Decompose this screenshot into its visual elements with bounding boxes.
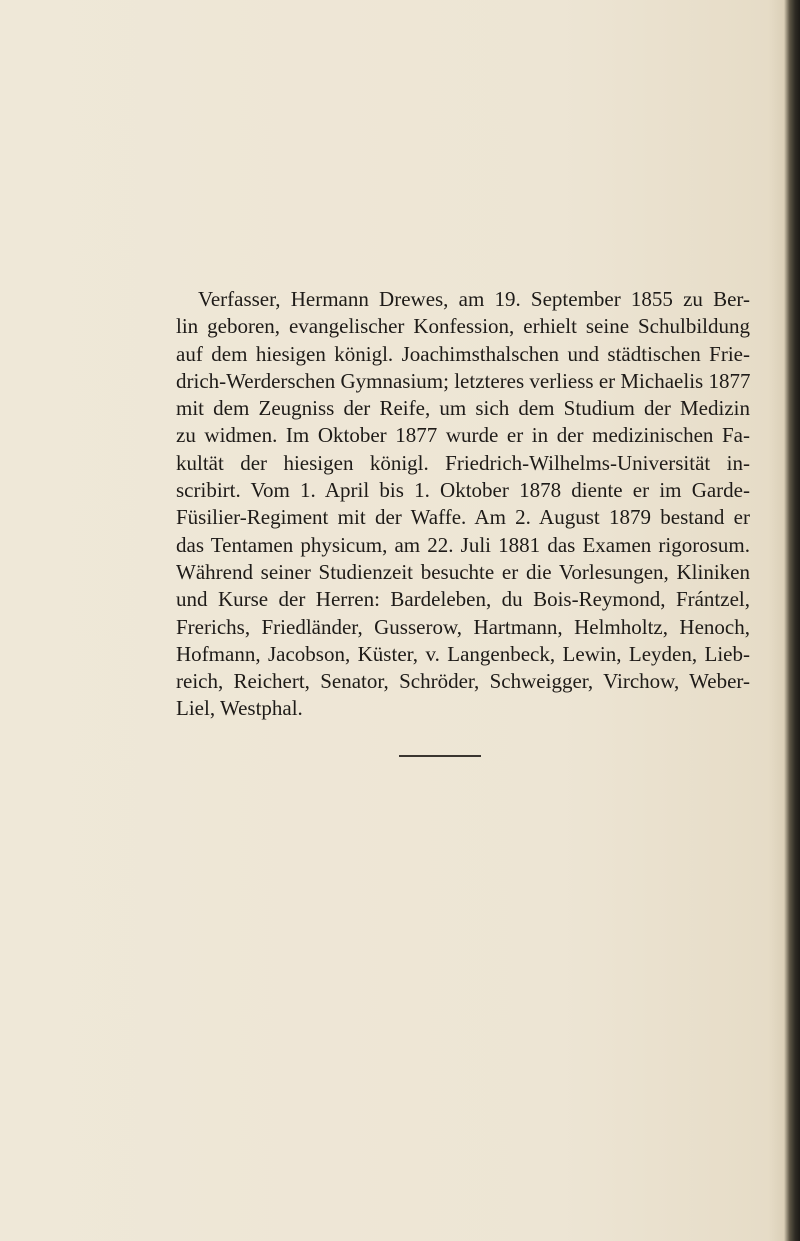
text-line-12: und Kurse der Herren: Bardeleben, du Bois-Reymond, Frántzel, (176, 587, 750, 612)
text-line-14: Hofmann, Jacobson, Küster, v. Langenbeck, Lewin, Leyden, Lieb- (176, 641, 750, 666)
text-line-3: auf dem hiesigen königl. Joachimsthalschen und städtischen Frie- (176, 341, 750, 366)
biography-paragraph (176, 286, 750, 723)
text-line-15: reich, Reichert, Senator, Schröder, Schweigger, Virchow, Weber- (176, 669, 750, 694)
text-line-7: kultät der hiesigen königl. Friedrich-Wilhelms-Universität in- (176, 450, 750, 475)
text-line-1: Verfasser, Hermann Drewes, am 19. September 1855 zu Ber- (198, 287, 750, 311)
book-binding-edge (784, 0, 800, 1241)
closing-rule-divider (399, 755, 481, 757)
text-line-6: zu widmen. Im Oktober 1877 wurde er in der medizinischen Fa- (176, 423, 750, 448)
text-line-13: Frerichs, Friedländer, Gusserow, Hartmann, Helmholtz, Henoch, (176, 614, 750, 639)
text-line-8: scribirt. Vom 1. April bis 1. Oktober 1878 diente er im Garde- (176, 478, 750, 503)
text-line-5: mit dem Zeugniss der Reife, um sich dem Studium der Medizin (176, 396, 750, 421)
text-line-16: Liel, Westphal. (176, 696, 303, 721)
text-line-9: Füsilier-Regiment mit der Waffe. Am 2. August 1879 bestand er (176, 505, 750, 530)
text-line-11: Während seiner Studienzeit besuchte er die Vorlesungen, Kliniken (176, 559, 750, 584)
text-line-2: lin geboren, evangelischer Konfession, erhielt seine Schulbildung (176, 314, 750, 339)
text-line-4: drich-Werderschen Gymnasium; letzteres verliess er Michaelis 1877 (176, 368, 751, 393)
text-line-10: das Tentamen physicum, am 22. Juli 1881 das Examen rigorosum. (176, 532, 750, 557)
